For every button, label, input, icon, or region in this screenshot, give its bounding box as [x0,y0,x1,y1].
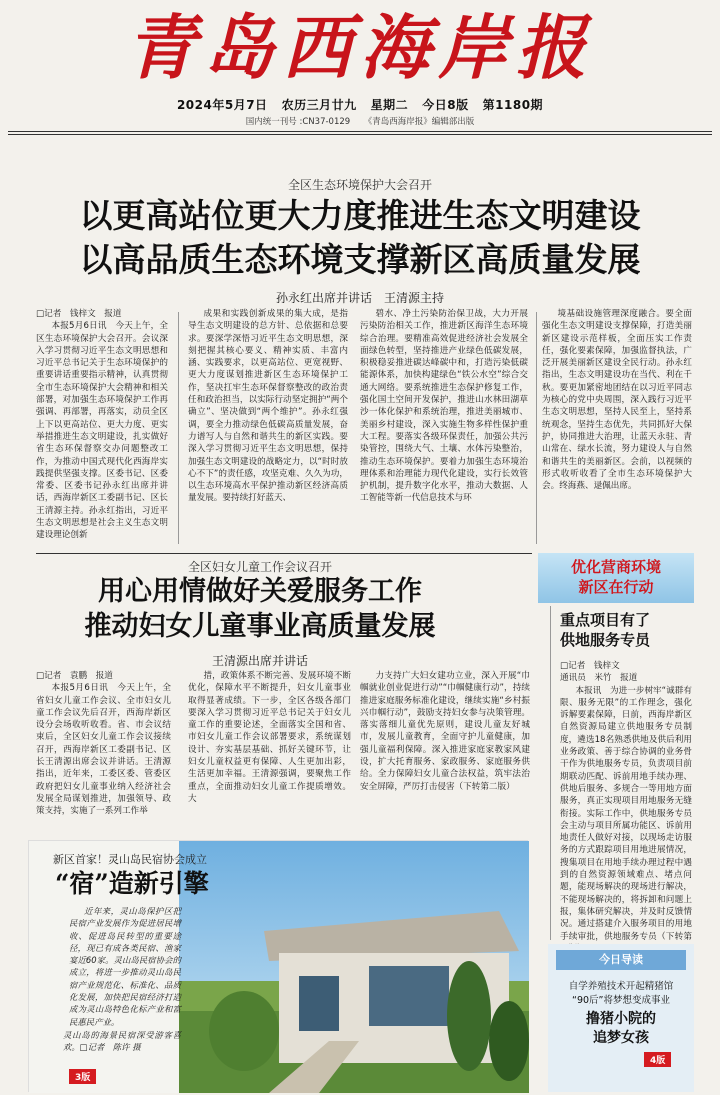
story1-byline: □记者 钱梓文 报道 [36,309,122,319]
story1-headline-line1: 以更高站位更大力度推进生态文明建设 [79,196,641,235]
story2-subhead: 王清源出席并讲话 [211,654,308,668]
cn-number: 国内统一刊号 :CN37-0129 [245,117,351,127]
photo-credit: □记者 陈许 摄 [79,1042,141,1053]
publication-info [0,115,720,127]
story2-col3-text: 力支持广大妇女建功立业，深入开展“巾帼就业创业促进行动”“巾帼健康行动”，持续推进家庭服务标准化建设，继续实施“乡村振兴巾帼行动”，鼓励支持妇女参与决策管理。落实落细儿童优先原则，建设儿童友好城市，发展儿童教育，全面守护儿童健康，加强儿童福利保障。深入推进家庭家教家风建设，扩大托育服务、家政服务、家庭服务供给。全力保障妇女儿童合法权益，筑牢法治安全屏障，严厉打击侵害（下转第二版） [360,671,530,792]
section-rule [36,553,532,554]
story2-headline-line1: 用心用情做好关爱服务工作 [98,576,422,607]
column-divider [536,312,537,544]
preview-kicker1: 自学养殖技术开起精猪馆 [568,981,674,992]
story1-col1-text: 本报5月6日讯 今天上午，全区生态环境保护大会召开。会议深入学习贯彻习近平生态文明思想和习近平总书记关于生态环境保护的重要讲话重要指示精神，认真贯彻全市生态环境保护大会精神和相关部署，对加强生态环境保护工作再强调、再部署，再落实，动员全区上下以更高站位、更大力度、更实举措推进生态文明建设，扎实做好省生态环保督察交办问题整改工作，为推动中国式现代化西海岸实践提供坚强支撑。区委书记、区委常委、区委书记孙永红出席并讲话，西海岸新区工委副书记、区长王清源主持。孙永红指出，习近平生态文明思想是社会主义生态文明建设理论创新 [36,321,168,541]
banner-line2: 新区在行动 [578,578,654,596]
story1-col2-text: 成果和实践创新成果的集大成，是指导生态文明建设的总方针、总依据和总要求。要深学深悟习近平生态文明思想，深刻把握其核心要义、精神实质、丰富内涵、实践要求，以更高站位、更宽视野、更大力度谋划推进新区生态环境保护工作，坚决扛牢生态环保督察整改的政治责任和政治担当，以实际行动坚定拥护“两个确立”、坚决做到“两个维护”。孙永红强调，要全力推动绿色低碳高质量发展，奋力谱写人与自然和谐共生的新区实践。要深入学习贯彻习近平生态文明思想，保持加强生态文明建设的战略定力，以“时时放心不下”的责任感，攻坚克难、久久为功，以生态环境高水平保护推动新区经济高质量发展。要持续打好蓝天、 [188,309,348,504]
promo1-byline2: 通讯员 米竹 报道 [560,673,638,684]
story1-col3-text: 碧水、净土污染防治保卫战，大力开展污染防治相关工作，推进新区海洋生态环境综合治理。要精准高效促进经济社会发展全面绿色转型，坚持推进产业绿色低碳发展，积极稳妥推进碳达峰碳中和，打造污染低碳能源体系，加快构建绿色“铁公水空”综合交通大网络。要系统推进生态保护修复工作，强化国土空间开发保护，推进山水林田湖草沙一体化保护和系统治理，推进美丽城市、美丽乡村建设，深入实施生物多样性保护重大工程。要落实各级环保责任，加强公共污染管控，围绕大气、土壤、水体污染整治，推动生态环境保护。要着力加强生态环境治理体系和治理能力现代化建设，实行长效管护机制，提升数字化水平，推动大数据、人工智能等新一代信息技术与环 [360,309,528,504]
homestay-feature [28,840,528,1092]
photo-caption [63,1029,181,1063]
story1-kicker: 全区生态环境保护大会召开 [287,178,432,192]
page-link-4[interactable]: 4版 [644,1052,671,1067]
issue-number: 第1180期 [482,98,544,112]
column-divider [550,606,551,940]
story1-column-3 [360,308,528,548]
date: 2024年5月7日 [176,98,268,112]
preview-headline2: 追梦女孩 [593,1030,649,1046]
promo1-byline1: □记者 钱梓文 [560,661,620,671]
caption-text: 灵山岛的海景民宿深受游客喜欢。 [63,1030,181,1053]
story1-column-1 [36,308,168,548]
story2-headline-line2: 推动妇女儿童事业高质量发展 [84,611,436,642]
story2-column-3 [360,670,530,830]
editor-info: 《青岛西海岸报》编辑部出版 [363,117,475,127]
story1-headline-line2: 以高品质生态环境支撑新区高质量发展 [79,240,641,279]
promo1-body [560,660,692,940]
story2-kicker: 全区妇女儿童工作会议召开 [187,560,332,574]
promo1-headline-line2: 供地服务专员 [560,631,651,649]
story2-column-1 [36,670,171,830]
promo2-body [69,905,181,1027]
lunar-date: 农历三月廿九 [281,98,357,112]
promo2-text: 近年来，灵山岛保护区把民宿产业发展作为促进居民增收、促进岛民转型的重要途径，现已有成各类民宿、渔家宴近60家。灵山岛民宿协会的成立，将进一步推动灵山岛民宿产业规范化、标准化、品质化发展，加快把民宿经济打造成为灵山岛特色化标产业和富民惠民产业。 [69,906,181,1027]
todays-preview [548,944,694,1092]
weekday: 星期二 [370,98,409,112]
preview-label: 今日导读 [556,950,686,970]
promo2-kicker: 新区首家！灵山岛民宿协会成立 [53,853,207,866]
story2-col2-text: 措，政策体系不断完善、发展环境不断优化，保障水平不断提升，妇女儿童事业取得显著成绩。下一步，全区各级各部门要深入学习贯彻习近平总书记关于妇女儿童工作的重要论述，全面落实全国和省、市妇女儿童工作会议部署要求，系统谋划设计、夯实基层基础、抓好关键环节，让妇女儿童权益更有保障、人生更加出彩，生活更加幸福。王清源强调，要聚焦工作重点，全面推动妇女儿童工作提质增效。大 [188,671,351,804]
column-divider [178,312,179,544]
masthead-rule-thin [8,134,712,135]
promo1-headline-line1: 重点项目有了 [560,611,651,629]
preview-headline1: 撸猪小院的 [586,1011,656,1027]
business-env-banner [538,553,694,603]
story1-subhead: 孙永红出席并讲话 王清源主持 [275,291,444,305]
masthead [0,0,720,127]
promo2-headline: “宿”造新引擎 [55,869,209,898]
story2-byline: □记者 袁鹏 报道 [36,671,113,681]
newspaper-title: 青岛西海岸报 [126,6,594,89]
story1-column-4 [542,308,692,558]
dateline [0,96,720,113]
banner-line1: 优化营商环境 [570,558,661,576]
story2-col1-text: 本报5月6日讯 今天上午，全省妇女儿童工作会议、全市妇女儿童工作会议先后召开，西海岸新区设分会场收听收看。省、市会议结束后，全区妇女儿童工作会议接续召开，西海岸新区工委副书记、区长王清源出席会议并讲话。王清源指出，近年来，工委区委、管委区政府把妇女儿童事业纳入经济社会发展全局谋划推进，加强领导、政策支持，实施了一系列工作举 [36,683,171,817]
story1-col4-text: 境基础设施管理深度融合。要全面强化生态文明建设支撑保障，打造美丽新区建设示范样板，全面压实工作责任，强化要素保障，加强监督执法，广泛开展美丽新区建设全民行动。孙永红指出，生态文明建设功在当代、利在千秋。要更加紧密地团结在以习近平同志为核心的党中央周围，深入践行习近平生态文明思想，坚持人民至上，坚持系统观念，坚持生态优先，共同抓好大保护，协同推进大治理，让蓝天永驻、青山常在、绿水长流，努力建设人与自然和谐共生的美丽新区。会前，以视频的形式收听收看了全市生态环境保护大会。终海燕、逯佩出席。 [542,309,692,492]
page-count: 今日8版 [422,98,469,112]
preview-kicker2: “90后”将梦想变成事业 [572,995,670,1006]
page-link-3[interactable]: 3版 [69,1069,96,1084]
story1-column-2 [188,308,348,548]
promo1-text: 本报讯 为进一步树牢“诚群有限、服务无限”的工作理念，强化诉解要素保障，日前，西海岸新区自然资源局建立供地服务专员制度，遴选18名熟悉供地及供后利用业务政策、善于综合协调的业务骨干作为供地服务专员，负责项目前期联动匹配、诉前用地手续办理、供地后服务、多规合一等用地方面服务，真正实现项目用地服务无缝衔接。实际工作中，供地服务专员会主动与项目所属功能区、诉前用地责任人做好对接，以现场走访服务的方式跟踪项目用地进展情况，搜集项目在用地手续办理过程中遇到的自然资源领域难点、堵点问题，能现场解决的现场进行解决，不能现场解决的，将拆卸和问题上报，集体研究解决，并及时反馈情况。通过搭建介入服务项目的用地手续审批，供地服务专员（下转第 [560,685,692,942]
masthead-rule [8,131,712,132]
story2-column-2 [188,670,351,830]
